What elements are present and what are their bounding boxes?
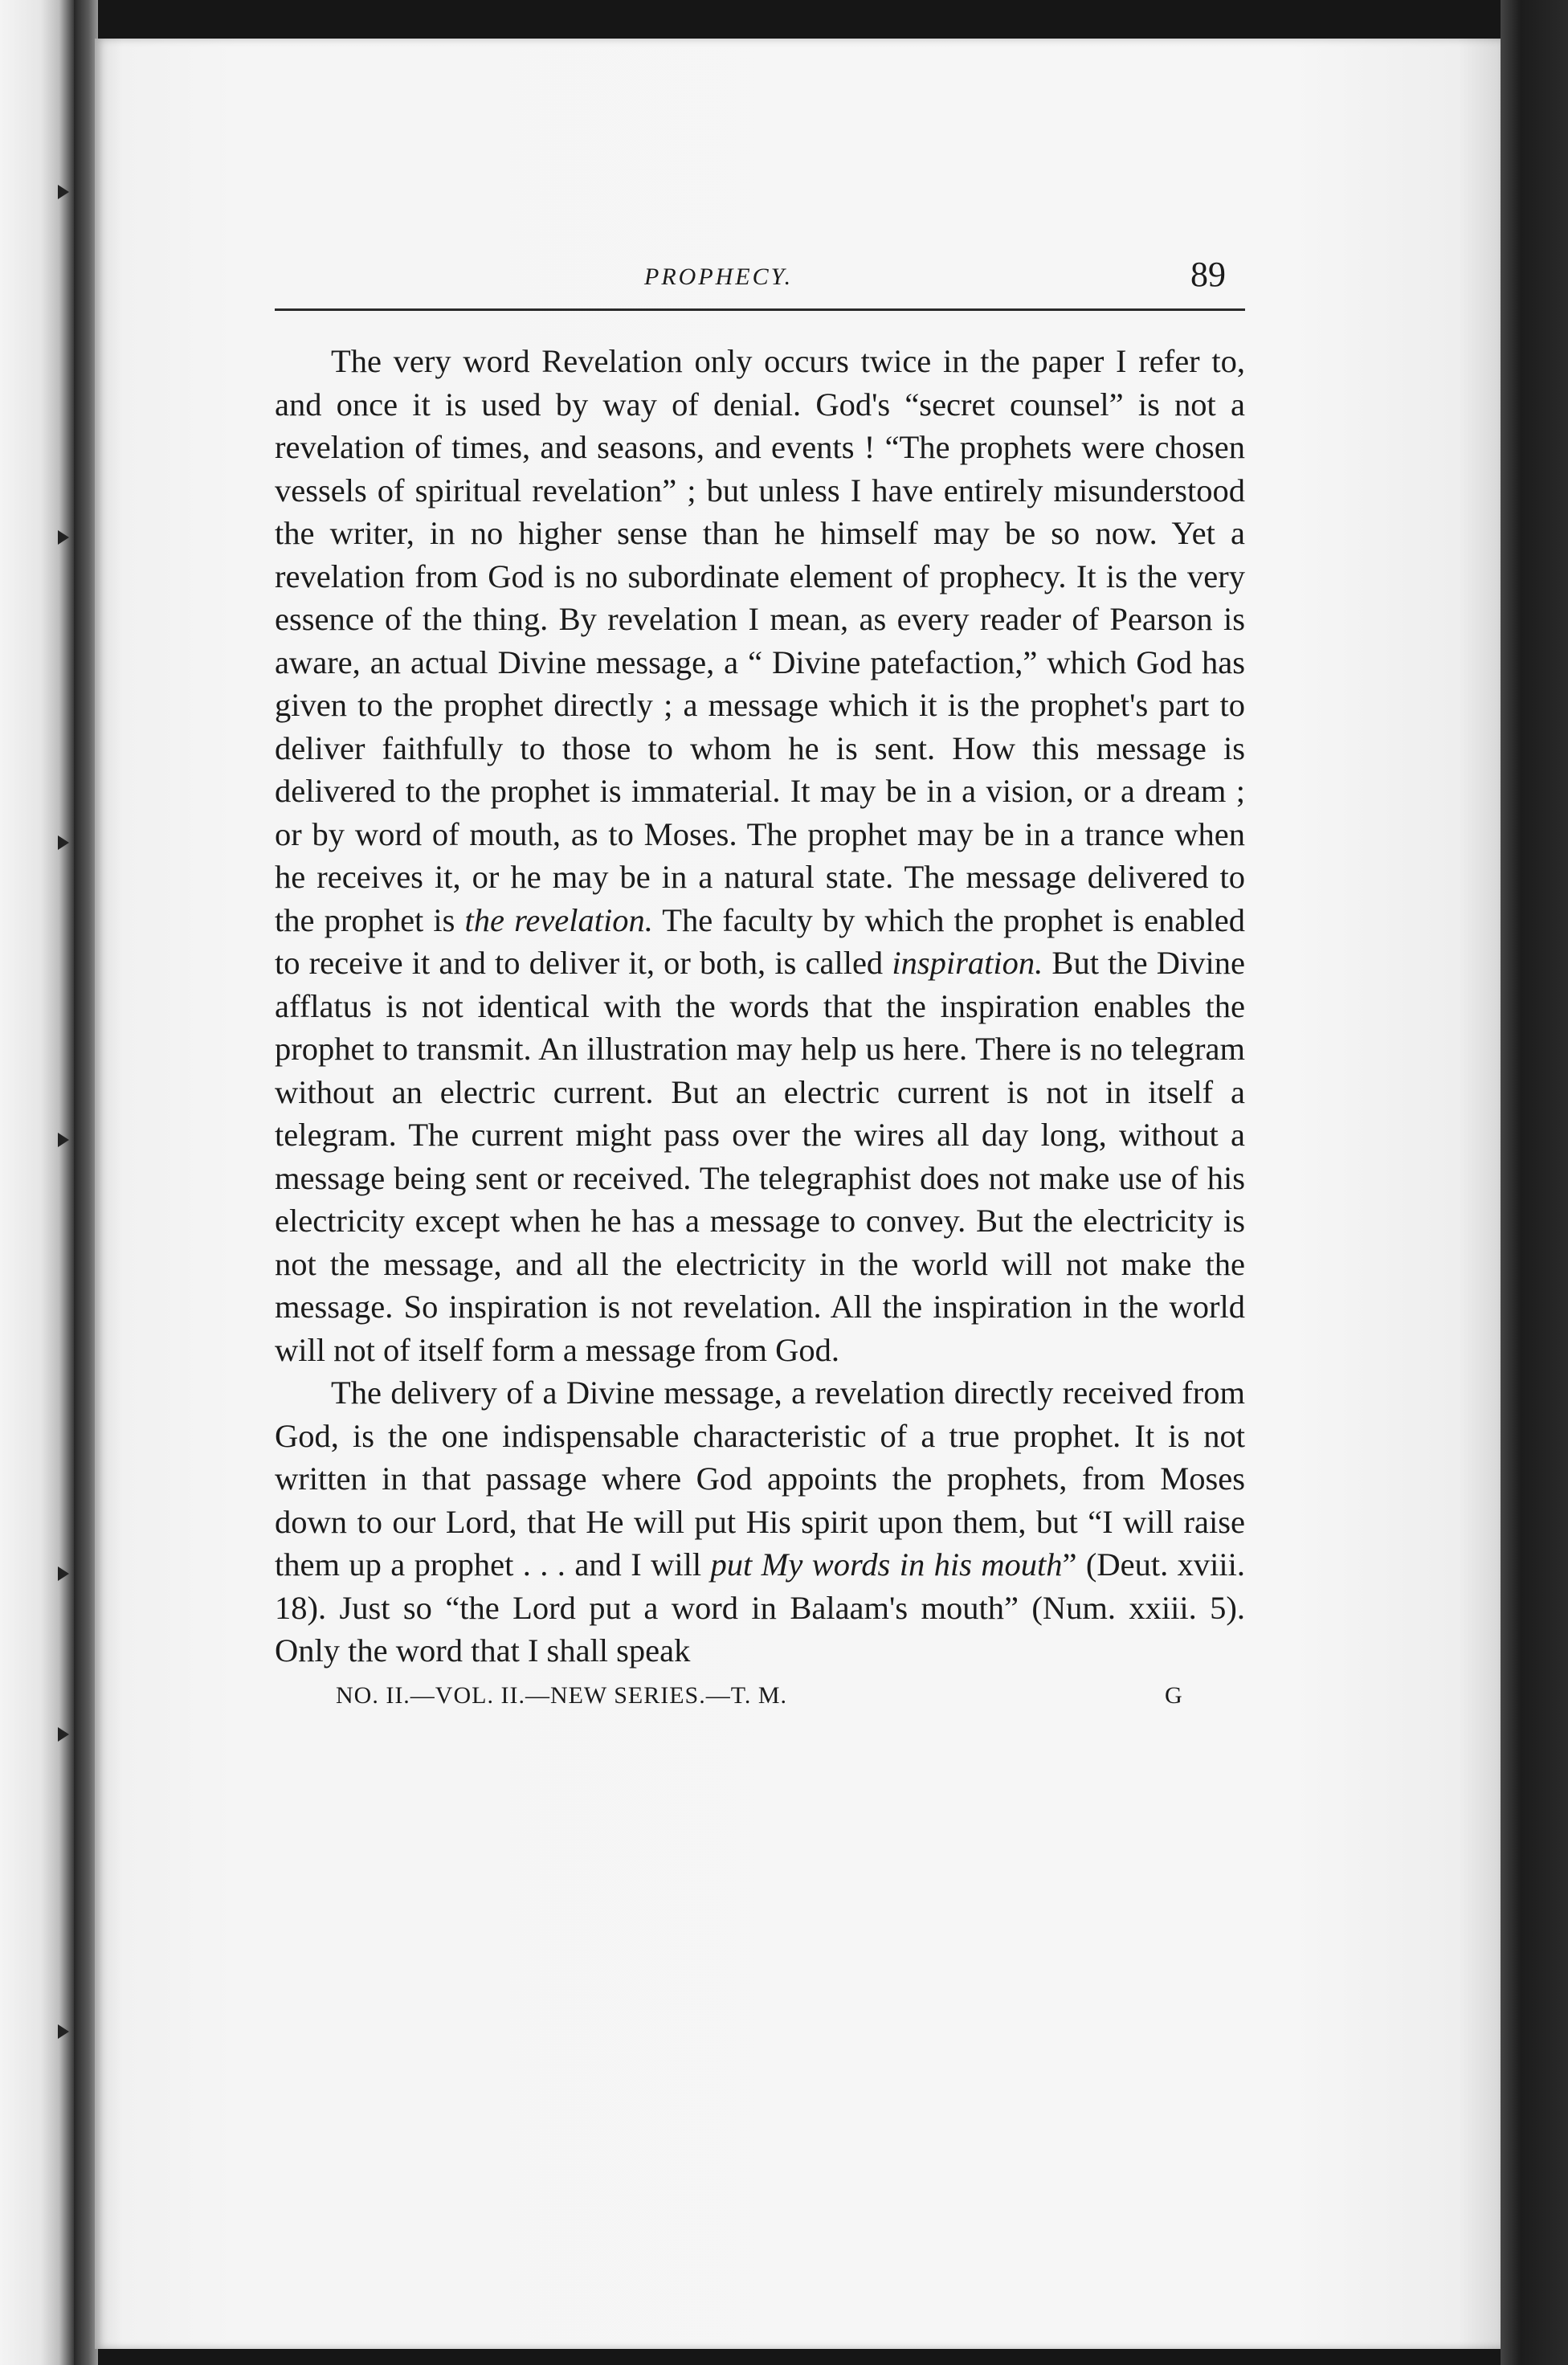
signature-line: NO. II.—VOL. II.—NEW SERIES.—T. M. <box>336 1681 788 1709</box>
page-number: 89 <box>1190 255 1226 294</box>
facing-page-edge <box>0 0 74 2365</box>
text-run: ” (Deut. xviii. 18). Just so “the Lord put a word in Balaam's mouth” (Num. xxiii. 5). Only the word that I shall speak <box>275 1546 1246 1669</box>
body-text <box>275 340 1245 1673</box>
paragraph <box>275 340 1245 1371</box>
running-head: PROPHECY. <box>644 263 794 290</box>
text-run: The delivery of a Divine message, a revelation directly received from God, is the one indispensable characteristic of a true prophet. It is not written in that passage where God appoints the prophets, from Moses down to our Lord, that He will put His spirit upon them, but “I will raise them up a prophet . . . and I will <box>275 1374 1245 1583</box>
text-run: The very word Revelation only occurs twice in the paper I refer to, and once it is used by way of denial. God's “secret counsel” is not a revelation of times, and seasons, and events ! “The prophets were chosen vessels of spiritual revelation” ; but unless I have entirely misunderstood the writer, in no higher sense than he himself may be so now. Yet a revelation from God is no subordinate element of prophecy. It is the very essence of the thing. By revelation I mean, as every reader of Pearson is aware, an actual Divine message, a “ Divine patefaction,” which God has given to the prophet directly ; a message which it is the prophet's part to deliver faithfully to those to whom he is sent. How this message is delivered to the prophet is immaterial. It may be in a vision, or a dream ; or by word of mouth, as to Moses. The prophet may be in a trance when he receives it, or he may be in a natural state. The message delivered to the prophet is <box>275 343 1245 938</box>
text-run: The faculty by which the prophet is enabled to receive it and to deliver it, or both, is called <box>275 901 1246 981</box>
page-header <box>275 252 1245 311</box>
page-footer <box>275 1682 1245 1722</box>
italic-phrase: inspiration. <box>892 945 1043 981</box>
text-run: But the Divine afflatus is not identical with the words that the inspiration enables the prophet to transmit. An illustration may help us here. There is no telegram without an electric current. But an electric current is not in itself a telegram. The current might pass over the wires all day long, without a message being sent or received. The telegraphist does not make use of his electricity except when he has a message to convey. But the electricity is not the message, and all the electricity in the world will not make the message. So inspiration is not revelation. All the inspiration in the world will not of itself form a message from God. <box>275 945 1245 1368</box>
page-content <box>275 252 1245 1722</box>
italic-phrase: put My words in his mouth <box>710 1546 1063 1583</box>
signature-mark: G <box>1165 1681 1183 1709</box>
paragraph <box>275 1371 1245 1673</box>
italic-phrase: the revelation. <box>464 901 653 938</box>
page-stack-edge <box>1501 0 1568 2365</box>
